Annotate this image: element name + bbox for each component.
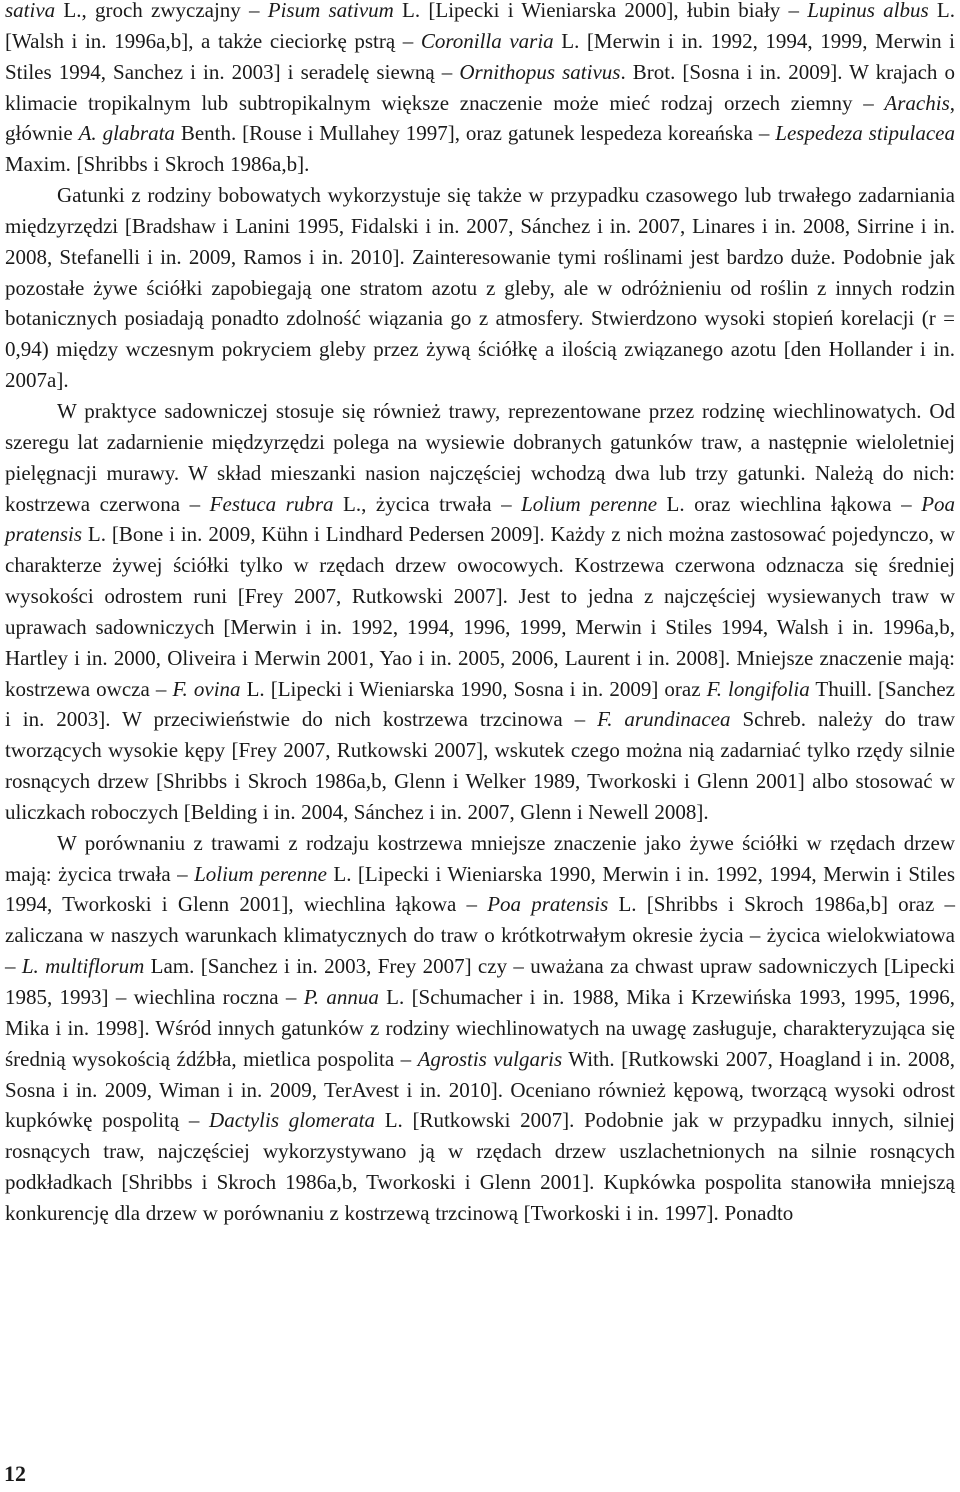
text-run: L. oraz wiechlina łąkowa –: [657, 491, 922, 516]
italic-species-name: A. glabrata: [78, 121, 175, 146]
text-run: Gatunki z rodziny bobowatych wykorzystuje się także w przypadku czasowego lub trwałego zadarniania międzyrzędzi [Bradshaw i Lanini 1995, Fidalski i in. 2007, Sánchez i in. 2007, Linares i in. 2008, Sirrine i in. 2008, Stefanelli i in. 2009, Ramos i in. 2010]. Zainteresowanie tymi roślinami jest bardzo duże. Podobnie jak pozostałe żywe ściółki zapobiegają one stratom azotu z gleby, ale w odróżnieniu od roślin z innych rodzin botanicznych posiadają ponadto zdolność wiązania go z atmosfery. Stwierdzono wysoki stopień korelacji (r = 0,94) między wczesnym pokryciem gleby przez żywą ściółkę a ilością związanego azotu [den Hollander i in. 2007a].: [5, 183, 955, 393]
text-run: L. [Bone i in. 2009, Kühn i Lindhard Pedersen 2009]. Każdy z nich można zastosować pojedynczo, w charakterze żywej ściółki tylko w rzędach drzew owocowych. Kostrzewa czerwona odznacza się średniej wysokości odrostem runi [Frey 2007, Rutkowski 2007]. Jest to jedna z najczęściej wysiewanych traw w uprawach sadowniczych [Merwin i in. 1992, 1994, 1996, 1999, Merwin i Stiles 1994, Walsh i in. 1996a,b, Hartley i in. 2000, Oliveira i Merwin 2001, Yao i in. 2005, 2006, Laurent i in. 2008]. Mniejsze znaczenie mają: kostrzewa owcza –: [5, 522, 955, 701]
italic-species-name: Poa pratensis: [5, 491, 956, 547]
text-run: L. [Schumacher i in. 1988, Mika i Krzewińska 1993, 1995, 1996, Mika i in. 1998]. Wśród innych gatunków z rodziny wiechlinowatych na uwagę zasługuje, charakteryzująca się średnią wysokością źdźbła, mietlica pospolita –: [5, 985, 955, 1071]
text-run: W porównaniu z trawami z rodzaju kostrzewa mniejsze znaczenie jako żywe ściółki w rzędach drzew mają: życica trwała –: [5, 830, 955, 886]
italic-species-name: Poa pratensis: [487, 892, 609, 917]
text-run: Schreb. należy do traw tworzących wysokie kępy [Frey 2007, Rutkowski 2007], wskutek czego można nią zadarniać tylko rzędy silnie rosnących drzew [Shribbs i Skroch 1986a,b, Glenn i Welker 1989, Tworkoski i Glenn 2001] albo stosować w uliczkach roboczych [Belding i in. 2004, Sánchez i in. 2007, Glenn i Newell 2008].: [5, 707, 955, 824]
text-run: L. [Walsh i in. 1996a,b], a także cieciorkę pstrą –: [5, 0, 955, 53]
paragraph-grasses: [5, 396, 955, 828]
text-run: L. [Lipecki i Wieniarska 1990, Merwin i in. 1992, 1994, Merwin i Stiles 1994, Tworkoski i Glenn 2001], wiechlina łąkowa –: [5, 861, 955, 917]
page-number: 12: [4, 1461, 26, 1486]
text-run: Lam. [Sanchez i in. 2003, Frey 2007] czy – uważana za chwast upraw sadowniczych [Lipecki 1985, 1993] – wiechlina roczna –: [5, 954, 955, 1009]
italic-species-name: Ornithopus sativus: [459, 59, 621, 84]
text-run: With. [Rutkowski 2007, Hoagland i in. 2008, Sosna i in. 2009, Wiman i in. 2009, TerAvest i in. 2010]. Oceniano również kępową, tworzącą wysoki odrost kupkówkę pospolitą –: [5, 1046, 955, 1133]
text-run: L. [Lipecki i Wieniarska 2000], łubin biały –: [393, 0, 808, 22]
italic-species-name: L. multiflorum: [21, 954, 145, 979]
text-run: L. [Rutkowski 2007]. Podobnie jak w przypadku innych, silniej rosnących traw, najczęściej wykorzystywano ją w rzędach drzew uszlachetnionych na silnie rosnących podkładkach [Shribbs i Skroch 1986a,b, Tworkoski i Glenn 2001]. Kupkówka pospolita stanowiła mniejszą konkurencję dla drzew w porównaniu z kostrzewą trzcinową [Tworkoski i in. 1997]. Ponadto: [5, 1108, 955, 1225]
text-run: Thuill. [Sanchez i in. 2003]. W przeciwieństwie do nich kostrzewa trzcinowa –: [5, 676, 955, 732]
italic-species-name: Festuca rubra: [209, 491, 334, 516]
italic-species-name: Lupinus albus: [807, 0, 929, 22]
italic-species-name: Coronilla varia: [420, 28, 554, 53]
text-run: . Brot. [Sosna i in. 2009]. W krajach o klimacie tropikalnym lub subtropikalnym większe znaczenie może mieć rodzaj orzech ziemny –: [5, 59, 955, 115]
text-run: W praktyce sadowniczej stosuje się również trawy, reprezentowane przez rodzinę wiechlinowatych. Od szeregu lat zadarnienie międzyrzędzi polega na wysiewie dobranych gatunków traw, a następnie wieloletniej pielęgnacji murawy. W skład mieszanki nasion najczęściej wchodzą dwa lub trzy gatunki. Należą do nich: kostrzewa czerwona –: [5, 398, 955, 516]
italic-species-name: F. arundinacea: [597, 707, 731, 732]
text-run: L., groch zwyczajny –: [55, 0, 268, 22]
paragraph-legumes-continued: [5, 0, 955, 180]
italic-species-name: sativa: [5, 0, 56, 22]
paragraph-legumes-inter-row: [5, 180, 955, 396]
text-run: Maxim. [Shribbs i Skroch 1986a,b].: [5, 152, 310, 177]
italic-species-name: P. annua: [303, 985, 379, 1009]
italic-species-name: F. longifolia: [706, 676, 810, 701]
italic-species-name: Dactylis glomerata: [209, 1108, 376, 1133]
text-run: L. [Merwin i in. 1992, 1994, 1999, Merwin i Stiles 1994, Sanchez i in. 2003] i seradelę siewną –: [5, 28, 955, 84]
paragraph-grasses-comparison: [5, 828, 955, 1229]
text-run: , głównie: [5, 90, 955, 146]
body-text: [5, 0, 955, 1229]
italic-species-name: Lespedeza stipulacea: [775, 121, 955, 146]
italic-species-name: F. ovina: [172, 676, 241, 701]
italic-species-name: Agrostis vulgaris: [417, 1046, 563, 1071]
italic-species-name: Pisum sativum: [267, 0, 394, 22]
italic-species-name: Lolium perenne: [521, 491, 658, 516]
text-run: L., życica trwała –: [333, 491, 522, 516]
text-run: L. [Shribbs i Skroch 1986a,b] oraz – zaliczana w naszych warunkach klimatycznych do traw o krótkotrwałym okresie życia – życica wielokwiatowa –: [5, 892, 955, 979]
italic-species-name: Lolium perenne: [194, 861, 327, 886]
text-run: L. [Lipecki i Wieniarska 1990, Sosna i in. 2009] oraz: [240, 676, 707, 701]
text-run: Benth. [Rouse i Mullahey 1997], oraz gatunek lespedeza koreańska –: [174, 121, 776, 146]
italic-species-name: Arachis: [884, 90, 950, 115]
